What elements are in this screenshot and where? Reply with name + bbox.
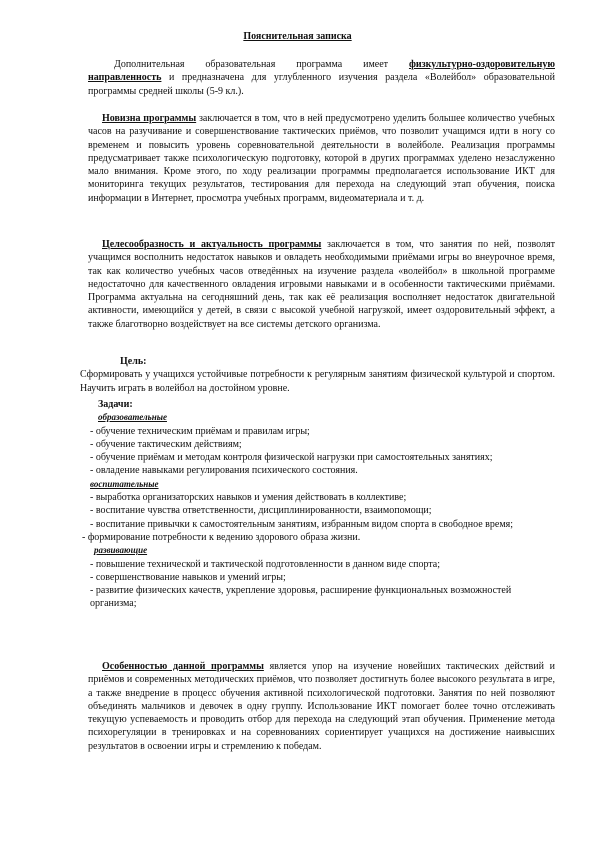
paragraph-novelty [88,112,555,205]
intro-bold: физкультурно-оздоровительную направленность [88,59,555,84]
developing-label: развивающие [94,545,148,556]
upb-item: - выработка организаторских навыков и умения действовать в коллективе; [90,492,407,504]
relevance-heading: Целесообразность и актуальность программы [102,239,322,250]
upb-item: - воспитание привычки к самостоятельным занятиям, избранным видом спорта в свободное время; [90,518,514,530]
edu-item: - обучение техническим приёмам и правилам игры; [90,425,310,437]
goal-section [80,355,555,395]
upbringing-label: воспитательные [90,478,159,489]
edu-item: - овладение навыками регулирования психического состояния. [90,465,358,477]
intro-start: Дополнительная образовательная программа имеет [114,59,409,70]
educational-label: образовательные [98,412,167,423]
paragraph-intro [88,58,555,98]
edu-item: - обучение приёмам и методам контроля физической нагрузки при самостоятельных занятиях; [90,452,493,464]
paragraph-relevance [88,238,555,331]
document-title: Пояснительная записка [243,31,352,42]
novelty-text: заключается в том, что в ней предусмотрено уделить большее количество учебных часов на разучивание и совершенствование тактических приёмов, что позволит учащимся идти в ногу со временем и повысить уровень соревновательной деятельности в волейболе. Реализация программы предусматривает также психологическую подготовку, которой в других программах уделено незаслуженно мало внимания. Кроме этого, по ходу реализации программы предполагается использование ИКТ для мониторинга текущих результатов, тестирования для перехода на следующий этап обучения, поиска информации в Интернет, просмотра учебных программ, видеоматериала и т. д. [88,113,555,204]
relevance-text: заключается в том, что занятия по ней, позволят учащимся восполнить недостаток навыков и овладеть необходимыми приёмами игры во внеурочное время, так как количество учебных часов отведённых на изучение раздела «волейбол» в школьной программе недостаточно для качественного овладения игровыми навыками и в особенности тактическими приёмами. Программа актуальна на сегодняшний день, так как её реализация восполняет недостаток двигательной активности, имеющийся у детей, в связи с высокой учебной нагрузкой, имеет оздоровительный эффект, а также благотворно воздействует на все системы детского организма. [88,239,555,330]
intro-rest: и предназначена для углубленного изучения раздела «Волейбол» образовательной программы средней школы (5-9 кл.). [88,72,555,97]
dev-item: - развитие физических качеств, укрепление здоровья, расширение функциональных возможностей организма; [90,585,512,610]
features-text: является упор на изучение новейших тактических действий и приёмов и современных методических приёмов, что позволяет достигнуть более высокого результата в игре, а также внедрение в процесс обучения активной психологической подготовки. Занятия по ней позволяют объединять мальчиков и девочек в одну группу. Использование ИКТ помогает более точно отслеживать текущую успеваемость и проводить отбор для перехода на следующий этап обучения. Применение метода психорегуляции в тренировках и на соревнованиях сориентирует учащихся на достижение наивысших результатов в освоении игры и стремлению к победам. [88,661,555,752]
goal-label: Цель: [120,356,147,367]
edu-item: - обучение тактическим действиям; [90,438,242,450]
tasks-section [82,398,555,611]
paragraph-features [88,660,555,753]
upb-item: - воспитание чувства ответственности, дисциплинированности, взаимопомощи; [90,505,432,517]
tasks-label: Задачи: [98,399,133,410]
novelty-heading: Новизна программы [102,113,197,124]
dev-item: - повышение технической и тактической подготовленности в данном виде спорта; [90,558,441,570]
goal-text: Сформировать у учащихся устойчивые потребности к регулярным занятиям физической культурой и спортом. Научить играть в волейбол на достойном уровне. [80,369,555,394]
dev-item: - совершенствование навыков и умений игры; [90,571,286,583]
upb-item: - формирование потребности к ведению здорового образа жизни. [82,531,361,543]
features-heading: Особенностью данной программы [102,661,264,672]
